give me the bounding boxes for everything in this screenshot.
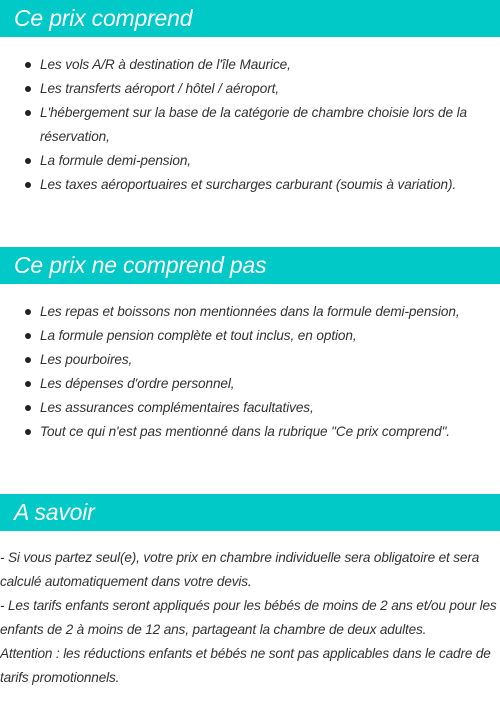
bullet-icon xyxy=(25,182,31,188)
savoir-paragraph: - Si vous partez seul(e), votre prix en chambre individuelle sera obligatoire et sera calculé automatiquement dans votre devis. xyxy=(0,550,480,589)
section-title-includes: Ce prix comprend xyxy=(0,0,500,37)
bullet-icon xyxy=(25,429,31,435)
list-item: Les vols A/R à destination de l'île Maurice, xyxy=(0,53,500,77)
savoir-text xyxy=(0,546,500,690)
bullet-icon xyxy=(25,62,31,68)
excludes-list xyxy=(0,300,500,444)
section-title-excludes: Ce prix ne comprend pas xyxy=(0,247,500,284)
list-item: Les repas et boissons non mentionnées dans la formule demi-pension, xyxy=(0,300,500,324)
includes-list xyxy=(0,53,500,197)
savoir-paragraph: Attention : les réductions enfants et bébés ne sont pas applicables dans le cadre de tarifs promotionnels. xyxy=(0,646,491,685)
bullet-icon xyxy=(25,357,31,363)
list-item: Les taxes aéroportuaires et surcharges carburant (soumis à variation). xyxy=(0,173,500,197)
bullet-icon xyxy=(25,309,31,315)
bullet-icon xyxy=(25,158,31,164)
list-item: Les transferts aéroport / hôtel / aéroport, xyxy=(0,77,500,101)
savoir-paragraph: - Les tarifs enfants seront appliqués pour les bébés de moins de 2 ans et/ou pour les enfants de 2 à moins de 12 ans, partageant la chambre de deux adultes. xyxy=(0,598,497,637)
list-item: Tout ce qui n'est pas mentionné dans la rubrique "Ce prix comprend". xyxy=(0,420,500,444)
bullet-icon xyxy=(25,110,31,116)
list-item: Les dépenses d'ordre personnel, xyxy=(0,372,500,396)
section-title-savoir: A savoir xyxy=(0,494,500,531)
bullet-icon xyxy=(25,405,31,411)
list-item: La formule demi-pension, xyxy=(0,149,500,173)
list-item: L'hébergement sur la base de la catégorie de chambre choisie lors de la réservation, xyxy=(0,101,500,149)
bullet-icon xyxy=(25,86,31,92)
bullet-icon xyxy=(25,381,31,387)
bullet-icon xyxy=(25,333,31,339)
list-item: La formule pension complète et tout inclus, en option, xyxy=(0,324,500,348)
list-item: Les assurances complémentaires facultatives, xyxy=(0,396,500,420)
list-item: Les pourboires, xyxy=(0,348,500,372)
